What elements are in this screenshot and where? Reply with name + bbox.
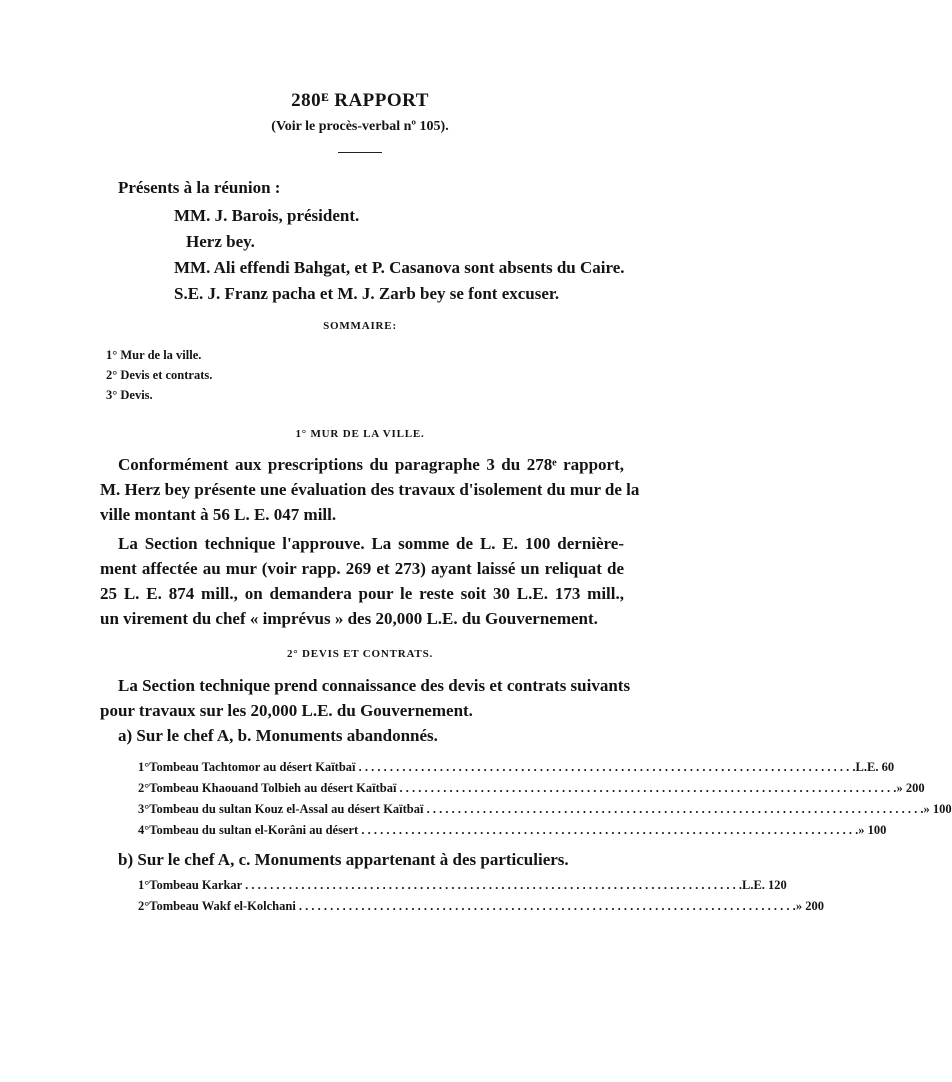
row-label: Tombeau Khaouand Tolbieh au désert Kaïtbaï . . . . . . . . . . . . . . . . . . . . . . . . . . . . . . . . . . . . . . . . . . . . . . . . . . . . . . . . . . . . . . . . . . . . . . . . . . . . . . . . — [149, 781, 897, 795]
row-label: Tombeau du sultan Kouz el-Assal au désert Kaïtbaï . . . . . . . . . . . . . . . . . . . . . . . . . . . . . . . . . . . . . . . . . . . . . . . . . . . . . . . . . . . . . . . . . . . . . . . . . . . . . . . . — [149, 802, 924, 816]
group-b-row — [138, 899, 824, 914]
section-1-para-2-line-2: ment affectée au mur (voir rapp. 269 et 273) ayant laissé un reliquat de — [100, 559, 624, 578]
report-title: 280ᴱ RAPPORT — [291, 90, 429, 111]
row-number: 4° — [138, 823, 150, 837]
section-2-para-line-1: La Section technique prend connaissance des devis et contrats suivants — [118, 676, 631, 695]
row-label: Tombeau Tachtomor au désert Kaïtbaï . . . . . . . . . . . . . . . . . . . . . . . . . . . . . . . . . . . . . . . . . . . . . . . . . . . . . . . . . . . . . . . . . . . . . . . . . . . . . . . . — [149, 760, 856, 774]
group-a-title: a) Sur le chef A, b. Monuments abandonnés. — [118, 726, 438, 745]
row-amount: L.E. 120 — [741, 878, 787, 892]
title-divider — [338, 152, 382, 153]
section-1-para-2-line-3: 25 L. E. 874 mill., on demandera pour le reste soit 30 L.E. 173 mill., — [100, 584, 624, 603]
section-1-para-1-line-2: M. Herz bey présente une évaluation des travaux d'isolement du mur de la — [100, 480, 640, 499]
group-a-row — [138, 781, 925, 796]
section-1-para-1-line-3: ville montant à 56 L. E. 047 mill. — [100, 505, 337, 524]
row-label: Tombeau Wakf el-Kolchani . . . . . . . . . . . . . . . . . . . . . . . . . . . . . . . . . . . . . . . . . . . . . . . . . . . . . . . . . . . . . . . . . . . . . . . . . . . . . . . . — [149, 899, 796, 913]
row-number: 2° — [138, 899, 150, 913]
row-label: Tombeau du sultan el-Korâni au désert . . . . . . . . . . . . . . . . . . . . . . . . . . . . . . . . . . . . . . . . . . . . . . . . . . . . . . . . . . . . . . . . . . . . . . . . . . . . . . . . — [149, 823, 859, 837]
section-2-heading: 2° DEVIS ET CONTRATS. — [286, 648, 434, 660]
section-2-para-line-2: pour travaux sur les 20,000 L.E. du Gouvernement. — [100, 701, 473, 720]
row-label: Tombeau Karkar . . . . . . . . . . . . . . . . . . . . . . . . . . . . . . . . . . . . . . . . . . . . . . . . . . . . . . . . . . . . . . . . . . . . . . . . . . . . . . . . — [149, 878, 742, 892]
row-number: 2° — [138, 781, 150, 795]
row-amount: » 100 — [858, 823, 887, 837]
row-amount: » 200 — [896, 781, 925, 795]
attendance-intro: Présents à la réunion : — [118, 178, 281, 197]
row-amount: » 200 — [795, 899, 824, 913]
attendance-line-2: Herz bey. — [186, 232, 255, 251]
section-1-para-1-line-1: Conformément aux prescriptions du paragraphe 3 du 278ᵉ rapport, — [118, 455, 624, 474]
group-a-row — [138, 823, 887, 838]
row-number: 1° — [138, 760, 150, 774]
attendance-line-3: MM. Ali effendi Bahgat, et P. Casanova sont absents du Caire. — [174, 258, 625, 277]
report-subtitle: (Voir le procès-verbal nº 105). — [271, 119, 449, 134]
section-1-heading: 1° MUR DE LA VILLE. — [295, 428, 425, 440]
sommaire-item-2: 2° Devis et contrats. — [106, 368, 213, 382]
group-b-title: b) Sur le chef A, c. Monuments appartenant à des particuliers. — [118, 850, 569, 869]
row-amount: L.E. 60 — [855, 760, 895, 774]
group-a-row — [138, 802, 952, 817]
sommaire-heading: SOMMAIRE: — [323, 320, 397, 332]
row-number: 3° — [138, 802, 150, 816]
sommaire-item-3: 3° Devis. — [106, 388, 153, 402]
group-b-row — [138, 878, 787, 893]
section-1-para-2-line-1: La Section technique l'approuve. La somme de L. E. 100 dernière- — [118, 534, 624, 553]
attendance-line-4: S.E. J. Franz pacha et M. J. Zarb bey se font excuser. — [174, 284, 560, 303]
sommaire-item-1: 1° Mur de la ville. — [106, 348, 202, 362]
section-1-para-2-line-4: un virement du chef « imprévus » des 20,000 L.E. du Gouvernement. — [100, 609, 598, 628]
attendance-line-1: MM. J. Barois, président. — [174, 206, 360, 225]
row-number: 1° — [138, 878, 150, 892]
group-a-row — [138, 760, 895, 775]
row-amount: » 100 — [923, 802, 952, 816]
